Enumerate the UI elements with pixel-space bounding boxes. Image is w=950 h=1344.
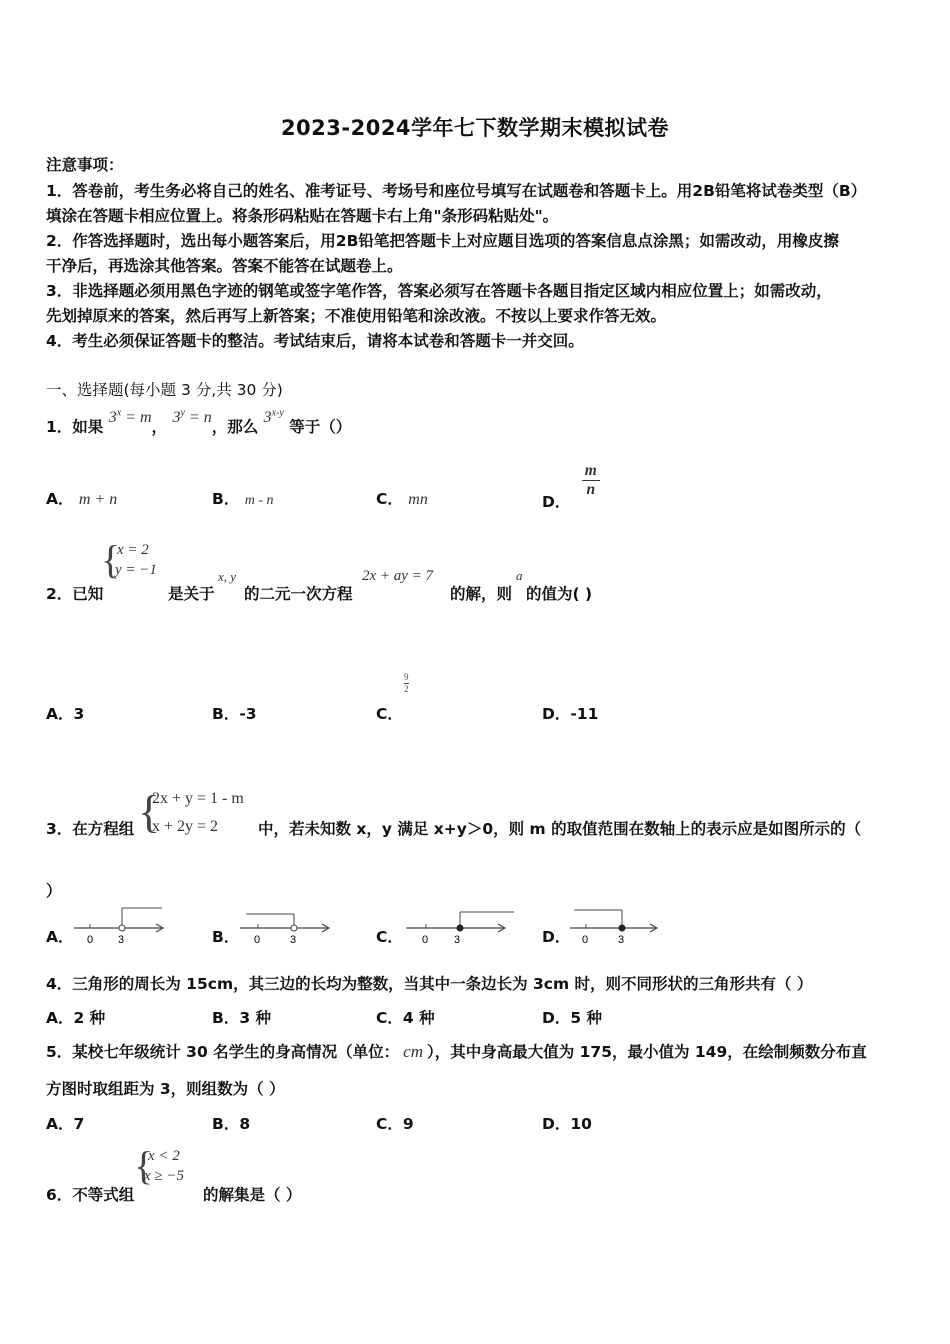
q6-system: { x < 2 x ≥ −5	[134, 1143, 185, 1188]
q3-number-line-d	[568, 904, 664, 946]
notice-line: 先划掉原来的答案，然后再写上新答案；不准使用铅笔和涂改液。不按以上要求作答无效。	[46, 307, 667, 325]
q2-equation: 2x + ay = 7	[362, 568, 434, 584]
q1-option-d[interactable]: D． $\frac{m}{n}$	[542, 462, 600, 499]
q4-option-c[interactable]: C．4 种	[376, 1009, 435, 1027]
q1-option-d-fraction: $\frac{m}{n}$	[582, 462, 600, 499]
q4-option-a[interactable]: A．2 种	[46, 1009, 106, 1027]
q1-option-c[interactable]: C． mn	[376, 490, 428, 508]
q3-option-b[interactable]: B．	[212, 928, 240, 946]
q2-option-c[interactable]: C．	[376, 705, 403, 723]
q2-option-c-fraction: 9 2	[404, 672, 409, 694]
q5-line2: 方图时取组距为 3，则组数为（ ）	[46, 1080, 285, 1098]
q4-option-d[interactable]: D．5 种	[542, 1009, 603, 1027]
q3-suffix: 中，若未知数 x，y 满足 x+y＞0，则 m 的取值范围在数轴上的表示应是如图所示的（	[258, 820, 862, 838]
q3-d-three-label: 3	[618, 934, 625, 946]
q3-b-three-label: 3	[290, 934, 297, 946]
notice-line: 1．答卷前，考生务必将自己的姓名、准考证号、考场号和座位号填写在试题卷和答题卡上。用2B铅笔将试卷类型（B）	[46, 182, 867, 200]
section-heading: 一、选择题(每小题 3 分,共 30 分)	[46, 381, 283, 399]
q2-mid3: 的解，则	[450, 585, 513, 603]
q3-number-line-c	[404, 904, 518, 946]
q1-option-a[interactable]: A． m + n	[46, 490, 118, 508]
q5-line1: 5．某校七年级统计 30 名学生的身高情况（单位： cm ），其中身高最大值为 175，最小值为 149，在绘制频数分布直	[46, 1042, 867, 1061]
notice-line: 4．考生必须保证答题卡的整洁。考试结束后，请将本试卷和答题卡一并交回。	[46, 332, 584, 350]
q5-option-a[interactable]: A．7	[46, 1115, 85, 1133]
q2-option-a[interactable]: A．3	[46, 705, 85, 723]
q1-prefix: 1．如果	[46, 418, 104, 436]
notice-heading: 注意事项：	[46, 156, 124, 174]
q3-option-c[interactable]: C．	[376, 928, 403, 946]
page-title: 2023-2024学年七下数学期末模拟试卷	[280, 116, 670, 140]
q4-option-b[interactable]: B．3 种	[212, 1009, 272, 1027]
q3-b-zero-label: 0	[254, 934, 261, 946]
q3-number-line-a	[72, 904, 168, 946]
q3-option-a[interactable]: A．	[46, 928, 74, 946]
q1-suffix: 等于（）	[289, 418, 352, 436]
q3-prefix: 3．在方程组	[46, 820, 135, 838]
notice-line: 3．非选择题必须用黑色字迹的钢笔或签字笔作答，答案必须写在答题卡各题目指定区域内相应位置上；如需改动，	[46, 282, 832, 300]
q2-prefix: 2．已知	[46, 585, 104, 603]
q2-option-b[interactable]: B．-3	[212, 705, 257, 723]
notice-line: 干净后，再选涂其他答案。答案不能答在试题卷上。	[46, 257, 403, 275]
q1-eq2: $3^y = n$	[172, 407, 212, 426]
q3-c-three-label: 3	[454, 934, 461, 946]
q3-a-zero-label: 0	[87, 934, 94, 946]
q2-option-d[interactable]: D．-11	[542, 705, 599, 723]
q4-stem: 4．三角形的周长为 15cm，其三边的长均为整数，当其中一条边长为 3cm 时，则不同形状的三角形共有（ ）	[46, 975, 813, 993]
q5-option-b[interactable]: B．8	[212, 1115, 251, 1133]
notice-line: 填涂在答题卡相应位置上。将条形码粘贴在答题卡右上角"条形码粘贴处"。	[46, 207, 559, 225]
q2-suffix: 的值为( )	[526, 585, 593, 603]
q3-number-line-b	[238, 904, 334, 946]
q5-unit: cm	[403, 1042, 423, 1061]
q6-suffix: 的解集是（ ）	[203, 1186, 302, 1204]
q3-option-d[interactable]: D．	[542, 928, 571, 946]
q2-vars: x, y	[218, 569, 237, 584]
q2-mid2: 的二元一次方程	[244, 585, 353, 603]
q1-eq1: $3^x = m$	[108, 407, 152, 426]
q6-prefix: 6．不等式组	[46, 1186, 135, 1204]
q1-option-b[interactable]: B． m - n	[212, 490, 274, 508]
q1-eq3: 3$^{x-y}$	[263, 407, 284, 426]
q5-option-d[interactable]: D．10	[542, 1115, 592, 1133]
q5-option-c[interactable]: C．9	[376, 1115, 414, 1133]
q3-d-zero-label: 0	[582, 934, 589, 946]
q2-mid1: 是关于	[168, 585, 215, 603]
q3-a-three-label: 3	[118, 934, 125, 946]
q3-c-zero-label: 0	[422, 934, 429, 946]
q1-stem: 1．如果 $3^x = m$， $3^y = n$，那么 3$^{x-y}$ 等于（）	[46, 407, 352, 436]
q2-a: a	[516, 568, 523, 583]
q3-system: { 2x + y = 1 - m x + 2y = 2	[138, 786, 244, 837]
notice-line: 2．作答选择题时，选出每小题答案后，用2B铅笔把答题卡上对应题目选项的答案信息点涂黑；如需改动，用橡皮擦	[46, 232, 839, 250]
q3-close: ）	[46, 882, 62, 900]
